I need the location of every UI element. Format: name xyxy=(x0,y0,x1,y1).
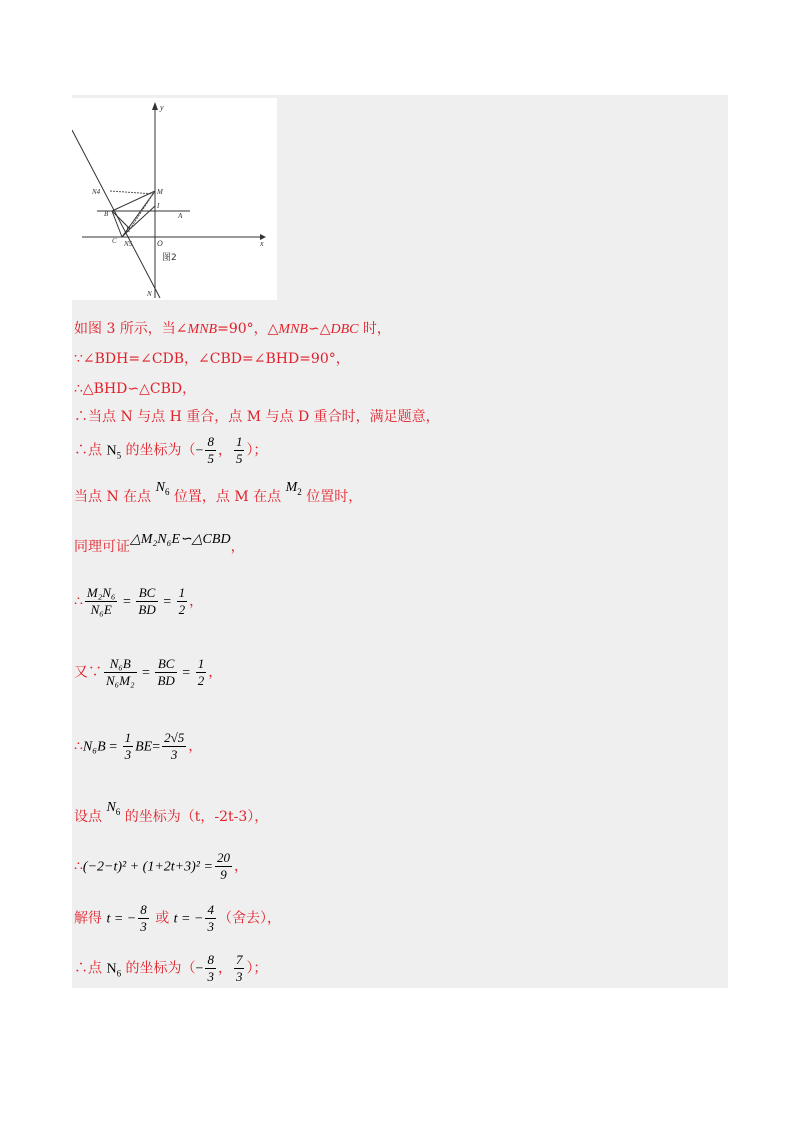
point-b-label: B xyxy=(104,210,109,218)
fraction: $\frac{1}{5}$ xyxy=(235,434,243,466)
point-m-label: M xyxy=(157,188,163,196)
solution-line-9: 又∵ $\frac{\text{N₆B}}{\text{N₆M₂}}$ = $\frac{BC}{BD}$ = $\frac{1}{2}$ ， xyxy=(74,656,223,688)
point-n-label: N xyxy=(147,290,152,298)
solution-line-2: ∵∠BDH=∠CDB，∠CBD=∠BHD=90°， xyxy=(74,351,350,367)
solution-line-12: ∴(−2−t)² + (1+2t+3)² = $\frac{20}{9}$ ， xyxy=(74,850,248,882)
solution-line-3: ∴△BHD∽△CBD， xyxy=(74,381,197,397)
solution-line-4: ∴当点 N 与点 H 重合，点 M 与点 D 重合时，满足题意， xyxy=(74,409,440,425)
solution-line-7: 同理可证△M₂N₆E∽△CBD， xyxy=(74,532,245,555)
solution-line-1: 如图 3 所示，当∠MNB=90°，△MNB∽△DBC 时， xyxy=(74,321,391,337)
point-n4-label: N4 xyxy=(92,188,101,196)
solution-line-6: 当点 N 在点 $N_6$ 位置，点 M 在点 $M_2$ 位置时， xyxy=(74,480,363,505)
geometry-figure xyxy=(72,98,277,300)
x-axis-label: x xyxy=(260,239,264,248)
y-axis-label: y xyxy=(160,103,164,112)
solution-line-13: 解得 t = − $\frac{8}{3}$ 或 t = − $\frac{4}{3}$ （舍去）， xyxy=(74,902,281,934)
coordinate-diagram xyxy=(72,98,277,300)
fraction: $\frac{8}{5}$ xyxy=(207,434,214,466)
point-n5-label: N5 xyxy=(124,240,133,248)
solution-line-11: 设点 $N_6$ 的坐标为（t，-2t-3）， xyxy=(74,800,269,825)
solution-line-14: ∴点 $N_6$ 的坐标为（− $\frac{8}{3}$ ， $\frac{7}{3}$ ）； xyxy=(74,952,268,984)
point-a-label: A xyxy=(178,212,183,220)
solution-line-5: ∴点 $N_5$ 的坐标为（− $\frac{8}{5}$ ， $\frac{1}{5}$ ）； xyxy=(74,434,268,466)
solution-line-8: ∴ $\frac{\text{M₂N₆}}{\text{N₆E}}$ = $\frac{BC}{BD}$ = $\frac{1}{2}$ ， xyxy=(74,585,204,617)
point-i-label: I xyxy=(157,202,160,210)
point-c-label: C xyxy=(112,237,117,245)
figure-caption: 图2 xyxy=(162,253,177,263)
solution-line-10: ∴N₆B = $\frac{1}{3}$ BE= $\frac{2√5}{3}$ ， xyxy=(74,730,203,762)
origin-label: O xyxy=(157,239,163,248)
point-e-label: E xyxy=(126,226,131,234)
